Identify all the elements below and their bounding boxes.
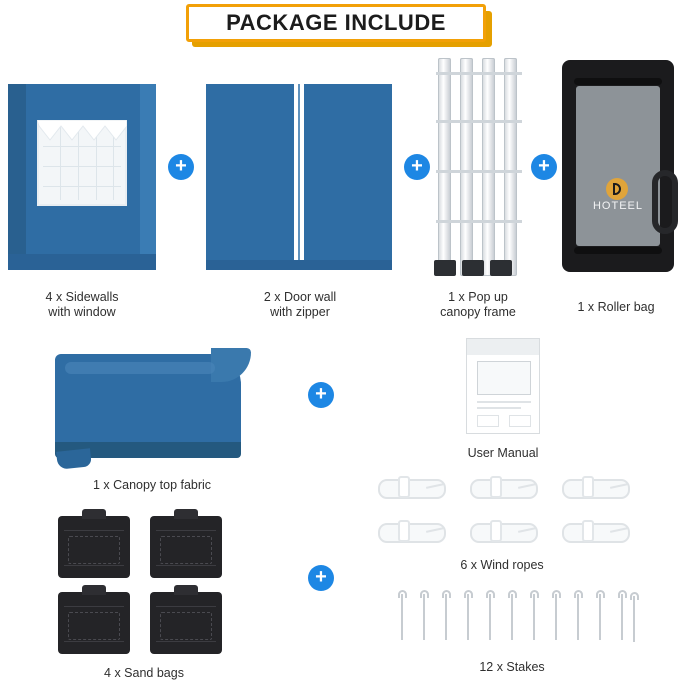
wind-rope (562, 476, 626, 498)
frame-foot (434, 260, 456, 276)
plus-icon-4: + (308, 382, 334, 408)
wind-rope (378, 520, 442, 542)
page-title: PACKAGE INCLUDE (226, 10, 446, 35)
stake (440, 588, 452, 640)
stake (418, 588, 430, 640)
door-panel-right (304, 84, 392, 270)
caption-stakes: 12 x Stakes (479, 660, 545, 674)
bag-logo-text: HOTEEL (592, 200, 643, 212)
frame-foot (490, 260, 512, 276)
frame-leg (438, 58, 451, 276)
wind-rope (378, 476, 442, 498)
frame-leg (482, 58, 495, 276)
sand-bag (150, 592, 222, 654)
sidewall-bottom-hem (8, 254, 156, 270)
door-wall-image (206, 84, 392, 270)
wind-rope (470, 520, 534, 542)
stake (628, 590, 640, 642)
caption-sidewalls: 4 x Sidewalls with window (45, 290, 119, 319)
stake (550, 588, 562, 640)
zipper-icon (298, 84, 300, 270)
fabric-highlight (65, 362, 215, 374)
window-valance (37, 120, 127, 144)
plus-icon-5: + (308, 565, 334, 591)
banner-plate (186, 4, 486, 42)
frame-leg (504, 58, 517, 276)
plus-icon-3: + (531, 154, 557, 180)
door-bottom-hem (206, 260, 392, 270)
sand-bag (58, 592, 130, 654)
canopy-frame-image (432, 58, 526, 276)
sand-bags-image (58, 508, 228, 656)
stake (484, 588, 496, 640)
caption-canopy-frame: 1 x Pop up canopy frame (440, 290, 516, 319)
bag-strap-top (574, 78, 662, 85)
fabric-tail (56, 448, 92, 469)
wind-ropes-image (378, 476, 632, 548)
stake (462, 588, 474, 640)
stakes-image (396, 588, 640, 644)
wind-rope (470, 476, 534, 498)
caption-user-manual: User Manual (467, 446, 539, 460)
bag-strap-bottom (574, 247, 662, 254)
manual-illustration (477, 361, 531, 395)
brand-badge-icon (606, 178, 628, 200)
stake (506, 588, 518, 640)
manual-header-band (467, 339, 539, 355)
sand-bag (58, 516, 130, 578)
roller-bag-image (562, 60, 674, 272)
frame-leg (460, 58, 473, 276)
sidewall-with-window-image (8, 84, 156, 270)
stake (616, 588, 628, 640)
bag-gray-panel (576, 86, 660, 246)
caption-roller-bag: 1 x Roller bag (577, 300, 655, 314)
fabric-corner (211, 348, 251, 382)
door-panel-left (206, 84, 294, 270)
stake (396, 588, 408, 640)
plus-icon-2: + (404, 154, 430, 180)
caption-wind-ropes: 6 x Wind ropes (460, 558, 544, 572)
sand-bag (150, 516, 222, 578)
canopy-top-fabric-image (55, 348, 251, 462)
wind-rope (562, 520, 626, 542)
sidewall-right-edge (140, 84, 156, 270)
stake (528, 588, 540, 640)
header-banner (186, 4, 492, 48)
user-manual-image (466, 338, 540, 434)
valance-shape (37, 120, 127, 144)
stake (594, 588, 606, 640)
caption-sand-bags: 4 x Sand bags (104, 666, 184, 680)
caption-door-wall: 2 x Door wall with zipper (263, 290, 337, 319)
plus-icon-1: + (168, 154, 194, 180)
stake (572, 588, 584, 640)
caption-canopy-top-fabric: 1 x Canopy top fabric (92, 478, 212, 492)
bag-handle (652, 170, 678, 234)
frame-foot (462, 260, 484, 276)
sidewall-left-edge (8, 84, 26, 270)
